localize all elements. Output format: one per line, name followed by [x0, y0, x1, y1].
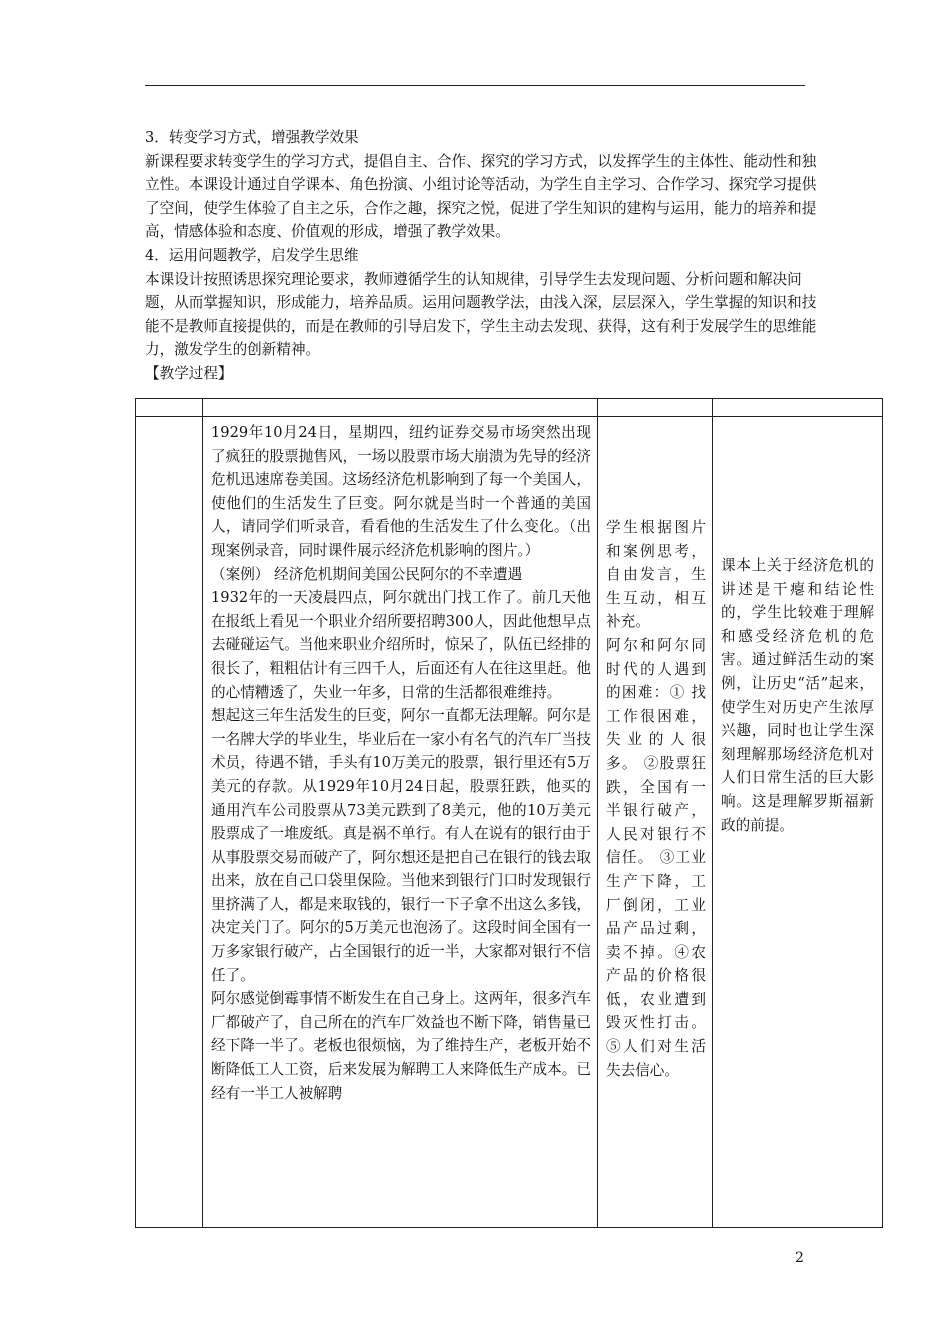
heading-3: 3．转变学习方式，增强教学效果	[145, 129, 359, 146]
header-cell-2	[203, 399, 598, 417]
design-intent-cell: 课本上关于经济危机的讲述是干瘪和结论性的，学生比较难于理解和感受经济危机的危害。通过鲜活生动的案例，让历史“活”起来，使学生对历史产生浓厚兴趣，同时也让学生深刻理解那场经济危机对人们日常生活的巨大影响。这是理解罗斯福新政的前提。	[713, 417, 883, 1228]
header-rule	[145, 85, 805, 86]
student-paragraph-1: 学生根据图片和案例思考，自由发言，生生互动，相互补充。	[606, 519, 706, 631]
intro-section	[145, 126, 817, 386]
page-number: 2	[795, 1250, 804, 1266]
story-paragraph-2: （案例） 经济危机期间美国公民阿尔的不幸遭遇	[211, 565, 523, 583]
student-paragraph-2: 阿尔和阿尔同时代的人遇到的困难：① 找工作很困难，失业的人很多。 ②股票狂跌，全国有一半银行破产，人民对银行不信任。 ③工业生产下降，工厂倒闭，工业品产品过剩，卖不掉。④农产品的价格很低，农业遭到毁灭性打击。⑤人们对生活失去信心。	[606, 636, 706, 1079]
teacher-activity-cell	[203, 417, 598, 1228]
stage-cell	[136, 417, 203, 1228]
heading-4: 4．运用问题教学，启发学生思维	[145, 246, 359, 264]
header-cell-4	[713, 399, 883, 417]
story-paragraph-4: 想起这三年生活发生的巨变，阿尔一直都无法理解。阿尔是一名牌大学的毕业生，毕业后在一家小有名气的汽车厂当技术员，待遇不错，手头有10万美元的股票，银行里还有5万美元的存款。从1929年10月24日起，股票狂跌，他买的通用汽车公司股票从73美元跌到了8美元，他的10万美元股票成了一堆废纸。真是祸不单行。有人在说有的银行由于从事股票交易而破产了，阿尔想还是把自己在银行的钱去取出来，放在自己口袋里保险。当他来到银行门口时发现银行里挤满了人，都是来取钱的，银行一下子拿不出这么多钱，决定关门了。阿尔的5万美元也泡汤了。这段时间全国有一万多家银行破产，占全国银行的近一半，大家都对银行不信任了。	[211, 707, 591, 984]
paragraph-4: 本课设计按照诱思探究理论要求，教师遵循学生的认知规律，引导学生去发现问题、分析问题和解决问题，从而掌握知识，形成能力，培养品质。运用问题教学法，由浅入深，层层深入，学生掌握的知识和技能不是教师直接提供的，而是在教师的引导启发下，学生主动去发现、获得，这有利于发展学生的思维能力，激发学生的创新精神。	[145, 270, 817, 359]
table-header-row	[136, 399, 883, 417]
paragraph-3: 新课程要求转变学生的学习方式，提倡自主、合作、探究的学习方式，以发挥学生的主体性、能动性和独立性。本课设计通过自学课本、角色扮演、小组讨论等活动，为学生自主学习、合作学习、探究学习提供了空间，使学生体验了自主之乐，合作之趣，探究之悦，促进了学生知识的建构与运用，能力的培养和提高，情感体验和态度、价值观的形成，增强了教学效果。	[145, 152, 817, 241]
story-paragraph-1: 1929年10月24日，星期四，纽约证券交易市场突然出现了疯狂的股票抛售风，一场以股票市场大崩溃为先导的经济危机迅速席卷美国。这场经济危机影响到了每一个美国人，使他们的生活发生了巨变。阿尔就是当时一个普通的美国人，请同学们听录音，看看他的生活发生了什么变化。（出现案例录音，同时课件展示经济危机影响的图片。）	[211, 424, 591, 559]
section-title: 【教学过程】	[145, 364, 233, 382]
story-paragraph-5: 阿尔感觉倒霉事情不断发生在自己身上。这两年，很多汽车厂都破产了，自己所在的汽车厂效益也不断下降，销售量已经下降一半了。老板也很烦恼，为了维持生产，老板开始不断降低工人工资，后来发展为解聘工人来降低生产成本。已经有一半工人被解聘	[211, 990, 591, 1102]
header-cell-1	[136, 399, 203, 417]
story-paragraph-3: 1932年的一天凌晨四点，阿尔就出门找工作了。前几天他在报纸上看见一个职业介绍所要招聘300人，因此他想早点去碰碰运气。当他来职业介绍所时，惊呆了，队伍已经排的很长了，粗粗估计有三四千人，后面还有人在往这里赶。他的心情糟透了，失业一年多，日常的生活都很难维持。	[211, 589, 591, 701]
table-row	[136, 417, 883, 1228]
header-cell-3	[598, 399, 713, 417]
teaching-process-table	[135, 398, 883, 1228]
student-activity-cell	[598, 417, 713, 1228]
